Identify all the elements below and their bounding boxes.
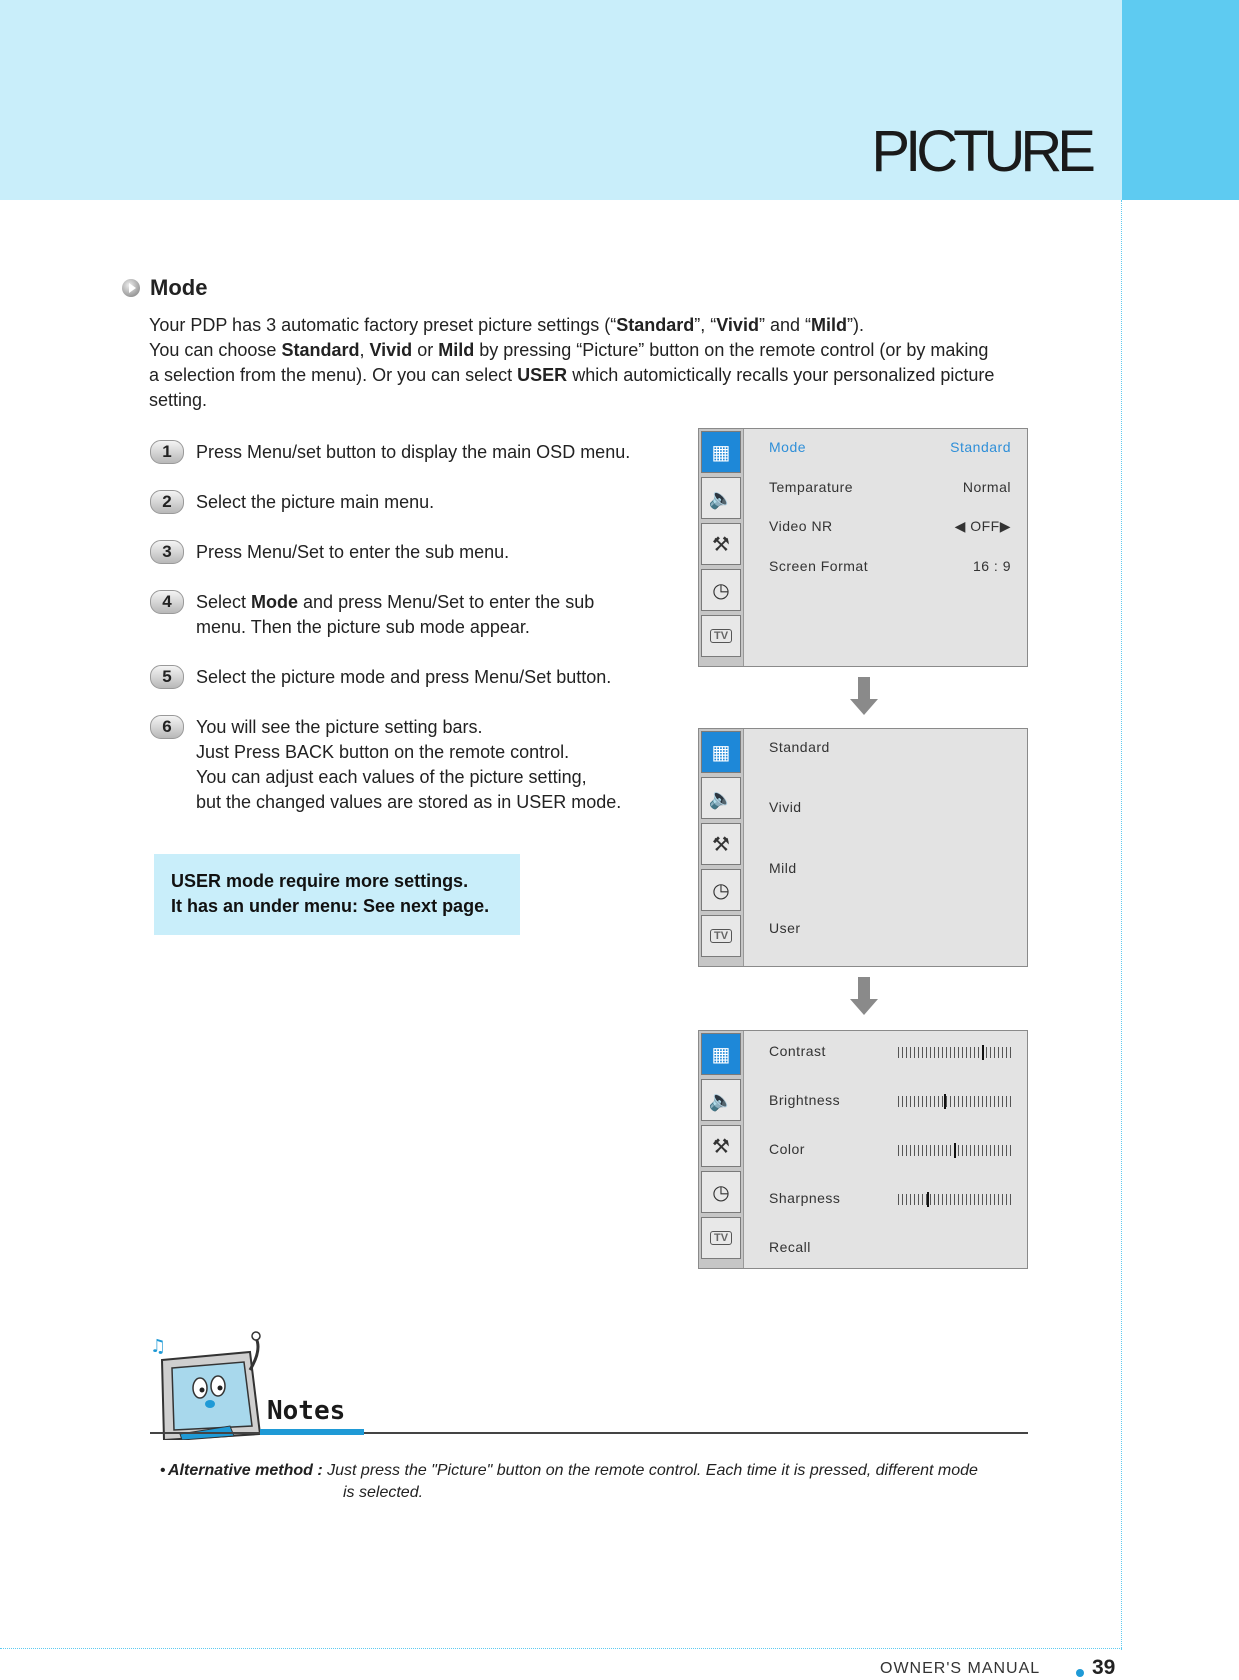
- osd-row-temperature[interactable]: Temparature: [769, 479, 854, 495]
- osd-value-screen-format: 16 : 9: [972, 558, 1011, 574]
- callout-line-2: It has an under menu: See next page.: [171, 896, 490, 916]
- picture-icon[interactable]: ▦: [701, 1033, 741, 1075]
- color-slider[interactable]: [898, 1145, 1014, 1156]
- tv-icon[interactable]: TV: [701, 1217, 741, 1259]
- callout-line-1: USER mode require more settings.: [171, 871, 469, 891]
- clock-icon[interactable]: ◷: [701, 569, 741, 611]
- step-number: 4: [150, 590, 184, 614]
- step-text: Select Mode and press Menu/Set to enter the sub menu. Then the picture sub mode appear.: [196, 592, 595, 637]
- footer-label: OWNER'S MANUAL: [880, 1660, 1041, 1677]
- svg-text:♫: ♫: [150, 1336, 167, 1357]
- note-bullet: •: [160, 1462, 166, 1479]
- section-bullet-icon: [122, 279, 140, 297]
- contrast-slider[interactable]: [898, 1047, 1014, 1058]
- slider-marker[interactable]: [982, 1045, 984, 1060]
- margin-guide-horizontal: [0, 1648, 1122, 1649]
- osd-row-recall[interactable]: Recall: [769, 1239, 811, 1255]
- tv-icon[interactable]: TV: [701, 615, 741, 657]
- footer-dot-icon: [1076, 1669, 1084, 1677]
- speaker-icon[interactable]: 🔈: [701, 477, 741, 519]
- setup-icon[interactable]: ⚒: [701, 823, 741, 865]
- note-text-continued: is selected.: [343, 1484, 424, 1501]
- section-title: Mode: [150, 275, 208, 300]
- osd-row-mode[interactable]: Mode: [769, 439, 807, 455]
- picture-icon[interactable]: ▦: [701, 731, 741, 773]
- note-label: Alternative method :: [168, 1462, 323, 1479]
- intro-paragraph: Your PDP has 3 automatic factory preset picture settings (“Standard”, “Vivid” and “Mild”). You can choose Standard, Vivid or Mild by pressing “Picture” button on the remote control (or by making a selection from the menu). Or you can select USER which automictically recalls your personalized picture setting.: [149, 315, 995, 410]
- osd-option-user[interactable]: User: [769, 920, 801, 936]
- page-title: PICTURE: [871, 119, 1091, 184]
- osd-option-mild[interactable]: Mild: [769, 860, 797, 876]
- user-mode-callout: [154, 854, 520, 935]
- step-number: 5: [150, 665, 184, 689]
- step-text: Select the picture main menu.: [196, 492, 435, 512]
- osd-row-color[interactable]: Color: [769, 1141, 805, 1157]
- osd-row-contrast[interactable]: Contrast: [769, 1043, 826, 1059]
- speaker-icon[interactable]: 🔈: [701, 777, 741, 819]
- clock-icon[interactable]: ◷: [701, 1171, 741, 1213]
- osd-settings-menu: [698, 1030, 1028, 1269]
- tv-icon[interactable]: TV: [701, 915, 741, 957]
- step-number: 6: [150, 715, 184, 739]
- osd-option-standard[interactable]: Standard: [769, 739, 830, 755]
- osd-value-mode: Standard: [950, 439, 1011, 455]
- osd-mode-menu: [698, 728, 1028, 967]
- osd-row-sharpness[interactable]: Sharpness: [769, 1190, 841, 1206]
- slider-marker[interactable]: [927, 1192, 929, 1207]
- osd-row-video-nr[interactable]: Video NR: [769, 518, 833, 534]
- header-tab: [1122, 0, 1239, 200]
- slider-marker[interactable]: [954, 1143, 956, 1158]
- step-text: You will see the picture setting bars. Just Press BACK button on the remote control. You can adjust each values of the picture setting, but the changed values are stored as in USER mode.: [196, 717, 622, 812]
- step-text: Press Menu/set button to display the main OSD menu.: [196, 442, 631, 462]
- speaker-icon[interactable]: 🔈: [701, 1079, 741, 1121]
- step-number: 3: [150, 540, 184, 564]
- osd-value-temperature: Normal: [962, 479, 1011, 495]
- brightness-slider[interactable]: [898, 1096, 1014, 1107]
- picture-icon[interactable]: ▦: [701, 431, 741, 473]
- osd-sidebar: [699, 729, 744, 966]
- step-number: 1: [150, 440, 184, 464]
- notes-title: Notes: [267, 1396, 346, 1426]
- step-text: Press Menu/Set to enter the sub menu.: [196, 542, 510, 562]
- setup-icon[interactable]: ⚒: [701, 1125, 741, 1167]
- step-number: 2: [150, 490, 184, 514]
- osd-row-brightness[interactable]: Brightness: [769, 1092, 841, 1108]
- setup-icon[interactable]: ⚒: [701, 523, 741, 565]
- osd-main-menu: [698, 428, 1028, 667]
- sharpness-slider[interactable]: [898, 1194, 1014, 1205]
- note-text: Just press the "Picture" button on the remote control. Each time it is pressed, different mode: [322, 1462, 978, 1479]
- osd-sidebar: [699, 1031, 744, 1268]
- step-text: Select the picture mode and press Menu/Set button.: [196, 667, 612, 687]
- osd-value-video-nr: ◀ OFF▶: [954, 518, 1011, 534]
- osd-sidebar: [699, 429, 744, 666]
- notes-rule-accent: [260, 1429, 364, 1435]
- clock-icon[interactable]: ◷: [701, 869, 741, 911]
- osd-row-screen-format[interactable]: Screen Format: [769, 558, 869, 574]
- note-alternative-method: [160, 1460, 1008, 1504]
- slider-marker[interactable]: [944, 1094, 946, 1109]
- osd-option-vivid[interactable]: Vivid: [769, 799, 802, 815]
- page-number: 39: [1092, 1656, 1116, 1679]
- margin-guide-vertical: [1121, 200, 1122, 1650]
